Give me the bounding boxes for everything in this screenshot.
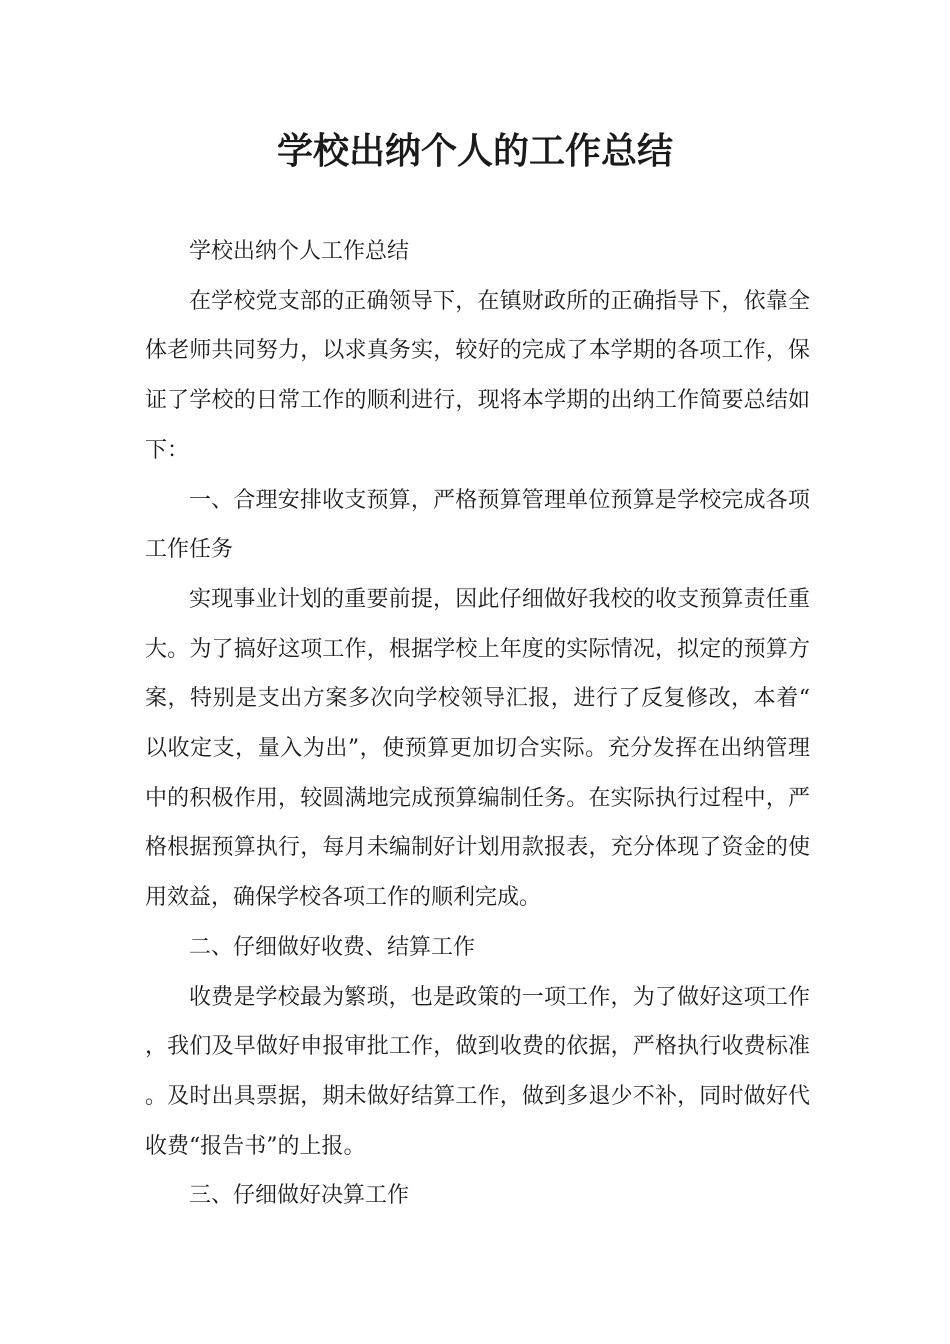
budget-paragraph: 实现事业计划的重要前提，因此仔细做好我校的收支预算责任重大。为了搞好这项工作，根据学校上年度的实际情况，拟定的预算方案，特别是支出方案多次向学校领导汇报，进行了反复修改，本着“以收定支，量入为出”，使预算更加切合实际。充分发挥在出纳管理中的积极作用，较圆满地完成预算编制任务。在实际执行过程中，严格根据预算执行，每月未编制好计划用款报表，充分体现了资金的使用效益，确保学校各项工作的顺利完成。: [145, 586, 810, 911]
intro-paragraph: 在学校党支部的正确领导下，在镇财政所的正确指导下，依靠全体老师共同努力，以求真务实，较好的完成了本学期的各项工作，保证了学校的日常工作的顺利进行，现将本学期的出纳工作简要总结如下：: [145, 288, 810, 463]
section-heading-2: 二、仔细做好收费、结算工作: [189, 934, 476, 960]
section-heading-1: 一、合理安排收支预算，严格预算管理单位预算是学校完成各项工作任务: [145, 487, 810, 563]
document-title: 学校出纳个人的工作总结: [276, 131, 673, 172]
subtitle-paragraph: 学校出纳个人工作总结: [189, 239, 410, 264]
document-body: [145, 227, 810, 1221]
section-heading-3: 三、仔细做好决算工作: [189, 1183, 410, 1209]
fees-paragraph: 收费是学校最为繁琐，也是政策的一项工作，为了做好这项工作，我们及早做好申报审批工作，做到收费的依据，严格执行收费标准。及时出具票据，期未做好结算工作，做到多退少不补，同时做好代收费“报告书”的上报。: [145, 984, 810, 1159]
